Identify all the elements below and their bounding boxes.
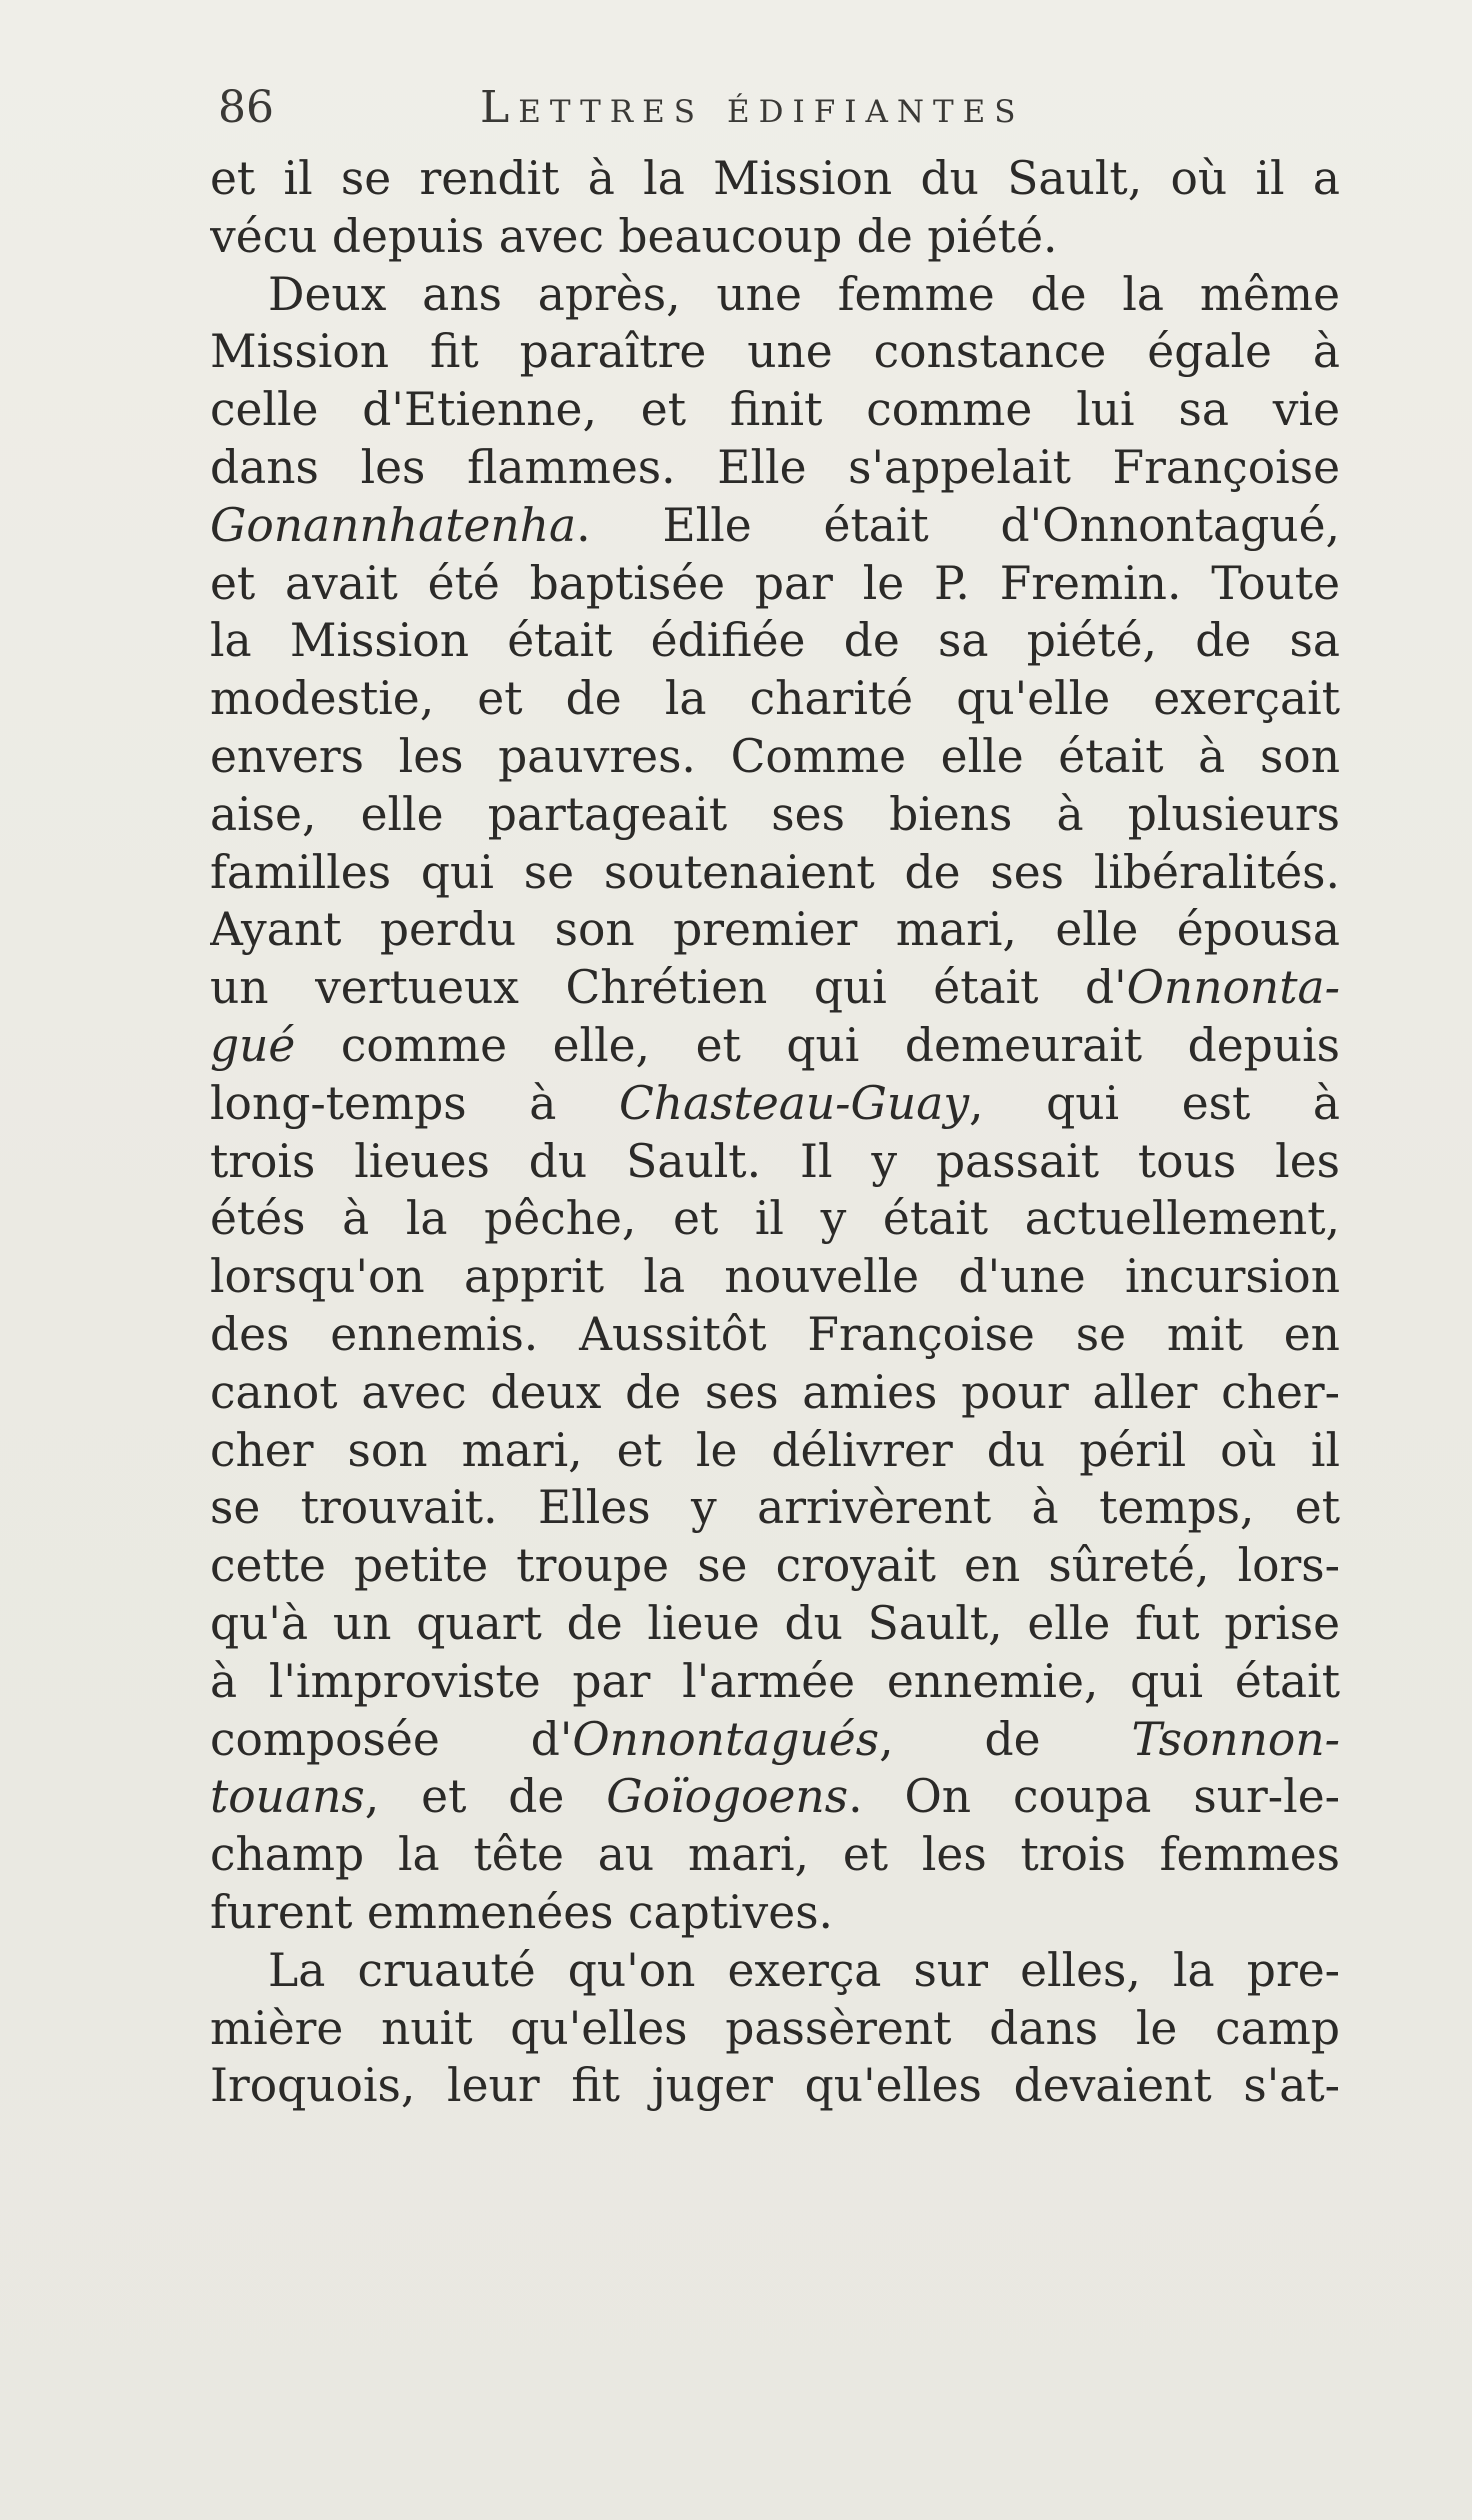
text-line xyxy=(210,844,1340,902)
italic-text: Chasteau-Guay xyxy=(618,1076,970,1130)
page-number: 86 xyxy=(218,82,274,133)
text-run: . Elle était d'Onnontagué, xyxy=(576,498,1340,552)
text-line xyxy=(210,1075,1340,1133)
text-run: lorsqu'on apprit la nouvelle d'une incursion xyxy=(210,1250,1340,1304)
text-line xyxy=(210,323,1340,381)
text-run: Deux ans après, une femme de la même xyxy=(268,267,1340,321)
text-line xyxy=(210,208,1340,266)
text-run: long-temps à xyxy=(210,1076,619,1130)
text-run: des ennemis. Aussitôt Françoise se mit en xyxy=(210,1307,1340,1361)
text-line xyxy=(210,1190,1340,1248)
text-run: se trouvait. Elles y arrivèrent à temps, et xyxy=(210,1481,1340,1535)
italic-text: Tsonnon- xyxy=(1131,1712,1340,1766)
text-run: , qui est à xyxy=(969,1076,1340,1130)
text-run: envers les pauvres. Comme elle était à son xyxy=(210,729,1340,783)
text-run: et avait été baptisée par le P. Fremin. Toute xyxy=(210,556,1340,610)
italic-text: Goïogoens xyxy=(606,1770,849,1824)
text-line xyxy=(210,901,1340,959)
text-line xyxy=(210,1248,1340,1306)
text-line xyxy=(210,786,1340,844)
text-run: familles qui se soutenaient de ses libéralités. xyxy=(210,845,1340,899)
paragraph xyxy=(210,266,1340,1942)
text-line xyxy=(210,1826,1340,1884)
text-line xyxy=(210,2057,1340,2115)
text-line xyxy=(210,150,1340,208)
text-run: Ayant perdu son premier mari, elle épousa xyxy=(210,903,1340,957)
text-run: , et de xyxy=(364,1770,607,1824)
text-line xyxy=(210,1306,1340,1364)
text-line xyxy=(210,1537,1340,1595)
text-run: aise, elle partageait ses biens à plusieurs xyxy=(210,787,1340,841)
text-line xyxy=(210,1017,1340,1075)
text-line xyxy=(210,1364,1340,1422)
body-text xyxy=(210,150,1340,2115)
text-run: modestie, et de la charité qu'elle exerçait xyxy=(210,672,1340,726)
running-title: Lettres édifiantes xyxy=(480,82,1025,133)
text-line xyxy=(210,266,1340,324)
text-line xyxy=(210,555,1340,613)
text-run: trois lieues du Sault. Il y passait tous les xyxy=(210,1134,1340,1188)
text-run: celle d'Etienne, et finit comme lui sa vie xyxy=(210,383,1340,437)
text-run: champ la tête au mari, et les trois femmes xyxy=(210,1828,1340,1882)
text-run: Mission fit paraître une constance égale à xyxy=(210,325,1340,379)
text-line xyxy=(210,439,1340,497)
italic-text: Onnonta- xyxy=(1126,961,1340,1015)
text-run: qu'à un quart de lieue du Sault, elle fut prise xyxy=(210,1596,1340,1650)
text-line xyxy=(210,612,1340,670)
text-line xyxy=(210,1768,1340,1826)
text-line xyxy=(210,1711,1340,1769)
text-line xyxy=(210,1653,1340,1711)
text-line xyxy=(210,959,1340,1017)
text-line xyxy=(210,497,1340,555)
italic-text: Onnontagués xyxy=(572,1712,880,1766)
text-run: . On coupa sur-le- xyxy=(848,1770,1340,1824)
text-line xyxy=(210,1479,1340,1537)
text-line xyxy=(210,1595,1340,1653)
text-run: étés à la pêche, et il y était actuellement, xyxy=(210,1192,1340,1246)
text-run: Iroquois, leur fit juger qu'elles devaient s'at- xyxy=(210,2059,1340,2113)
paragraph xyxy=(210,1942,1340,2115)
text-line xyxy=(210,381,1340,439)
text-run: un vertueux Chrétien qui était d' xyxy=(210,961,1127,1015)
text-run: comme elle, et qui demeurait depuis xyxy=(295,1018,1340,1072)
text-line xyxy=(210,1942,1340,2000)
text-run: cher son mari, et le délivrer du péril où il xyxy=(210,1423,1340,1477)
text-run: cette petite troupe se croyait en sûreté, lors- xyxy=(210,1539,1340,1593)
text-line xyxy=(210,670,1340,728)
text-run: , de xyxy=(879,1712,1132,1766)
text-line xyxy=(210,728,1340,786)
text-run: vécu depuis avec beaucoup de piété. xyxy=(210,209,1058,263)
text-run: mière nuit qu'elles passèrent dans le camp xyxy=(210,2001,1340,2055)
text-run: composée d' xyxy=(210,1712,573,1766)
italic-text: Gonannhatenha xyxy=(210,498,577,552)
text-run: La cruauté qu'on exerça sur elles, la pre- xyxy=(268,1943,1340,1997)
text-run: à l'improviste par l'armée ennemie, qui était xyxy=(210,1654,1340,1708)
text-line xyxy=(210,2000,1340,2058)
page-header xyxy=(218,82,1338,152)
text-line xyxy=(210,1133,1340,1191)
text-run: canot avec deux de ses amies pour aller cher- xyxy=(210,1365,1340,1419)
text-run: et il se rendit à la Mission du Sault, où il a xyxy=(210,152,1340,205)
italic-text: touans xyxy=(210,1770,365,1824)
paragraph xyxy=(210,150,1340,266)
italic-text: gué xyxy=(210,1018,296,1072)
text-run: furent emmenées captives. xyxy=(210,1885,834,1939)
text-line xyxy=(210,1422,1340,1480)
text-run: la Mission était édifiée de sa piété, de sa xyxy=(210,614,1340,668)
text-run: dans les flammes. Elle s'appelait Françoise xyxy=(210,440,1340,494)
text-line xyxy=(210,1884,1340,1942)
